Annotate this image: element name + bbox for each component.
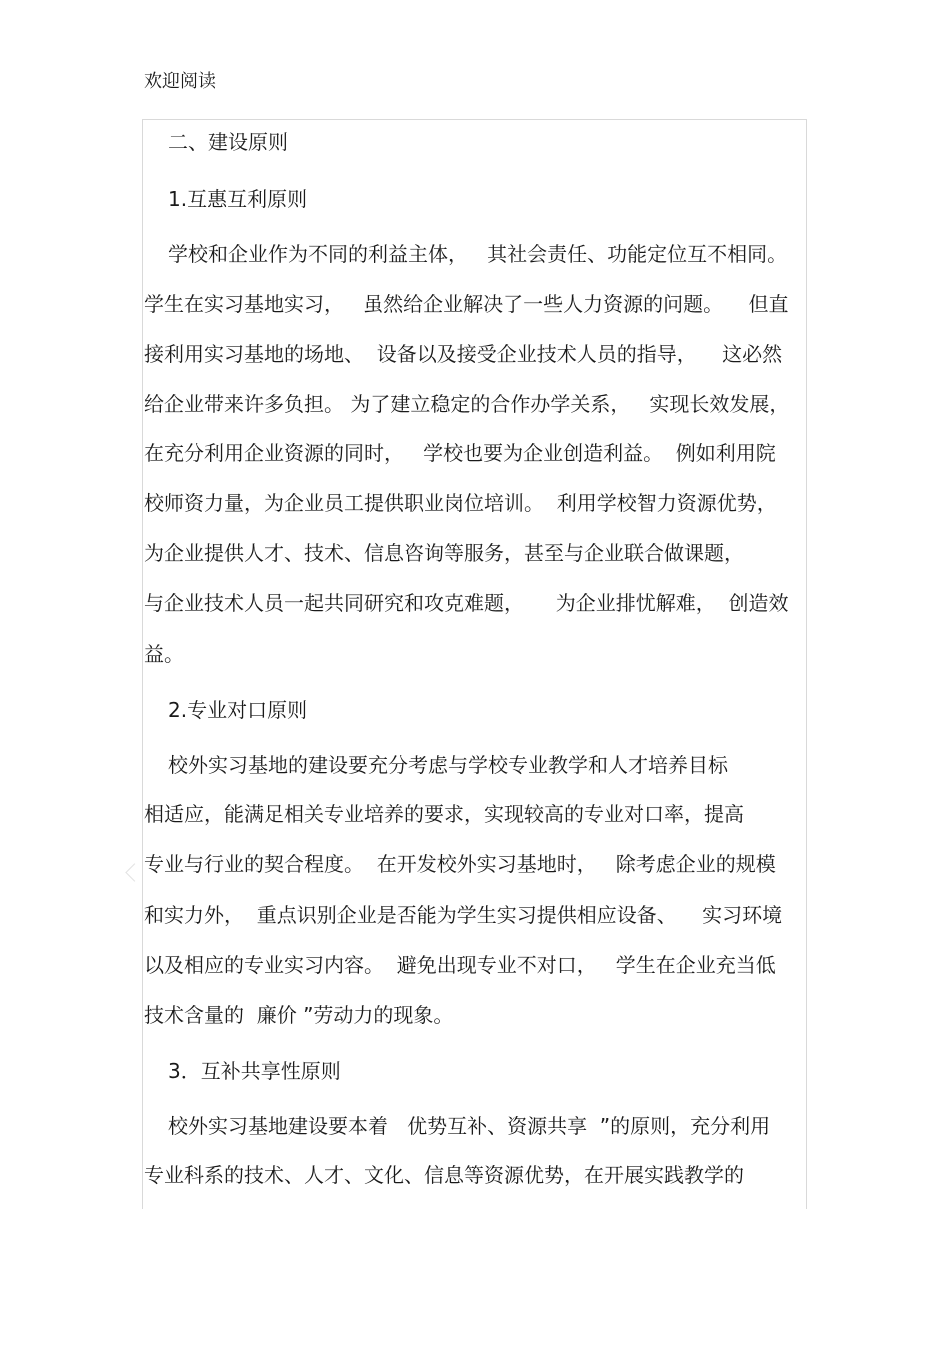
paragraph-line: 校师资力量，为企业员工提供职业岗位培训。 利用学校智力资源优势，	[144, 491, 777, 515]
paragraph-line: 相适应，能满足相关专业培养的要求，实现较高的专业对口率，提高	[144, 802, 744, 826]
content-frame	[142, 119, 807, 1209]
paragraph-line: 学校和企业作为不同的利益主体， 其社会责任、功能定位互不相同。	[168, 242, 788, 266]
principle-1-title: 1.互惠互利原则	[168, 187, 308, 211]
paragraph-line: 技术含量的 廉价 ”劳动力的现象。	[144, 1003, 454, 1027]
paragraph-line: 和实力外， 重点识别企业是否能为学生实习提供相应设备、 实习环境	[144, 903, 783, 927]
page-header-text: 欢迎阅读	[144, 71, 216, 92]
paragraph-line: 以及相应的专业实习内容。 避免出现专业不对口， 学生在企业充当低	[144, 953, 776, 977]
paragraph-line: 接利用实习基地的场地、 设备以及接受企业技术人员的指导， 这必然	[144, 342, 783, 366]
page-fold-mark	[125, 863, 143, 881]
principle-3-title: 3．互补共享性原则	[168, 1059, 341, 1083]
paragraph-line: 在充分利用企业资源的同时， 学校也要为企业创造利益。 例如利用院	[144, 441, 776, 465]
paragraph-line: 校外实习基地建设要本着 优势互补、资源共享 ”的原则，充分利用	[168, 1114, 771, 1138]
paragraph-line: 益。	[144, 642, 184, 666]
paragraph-line: 给企业带来许多负担。 为了建立稳定的合作办学关系， 实现长效发展，	[144, 392, 790, 416]
paragraph-line: 学生在实习基地实习， 虽然给企业解决了一些人力资源的问题。 但直	[144, 292, 789, 316]
paragraph-line: 专业科系的技术、人才、文化、信息等资源优势，在开展实践教学的	[144, 1163, 744, 1187]
principle-2-title: 2.专业对口原则	[168, 698, 308, 722]
paragraph-line: 校外实习基地的建设要充分考虑与学校专业教学和人才培养目标	[168, 753, 728, 777]
paragraph-line: 与企业技术人员一起共同研究和攻克难题， 为企业排忧解难， 创造效	[144, 591, 789, 615]
paragraph-line: 为企业提供人才、技术、信息咨询等服务，甚至与企业联合做课题，	[144, 541, 744, 565]
section-heading: 二、建设原则	[168, 130, 288, 154]
paragraph-line: 专业与行业的契合程度。 在开发校外实习基地时， 除考虑企业的规模	[144, 852, 776, 876]
